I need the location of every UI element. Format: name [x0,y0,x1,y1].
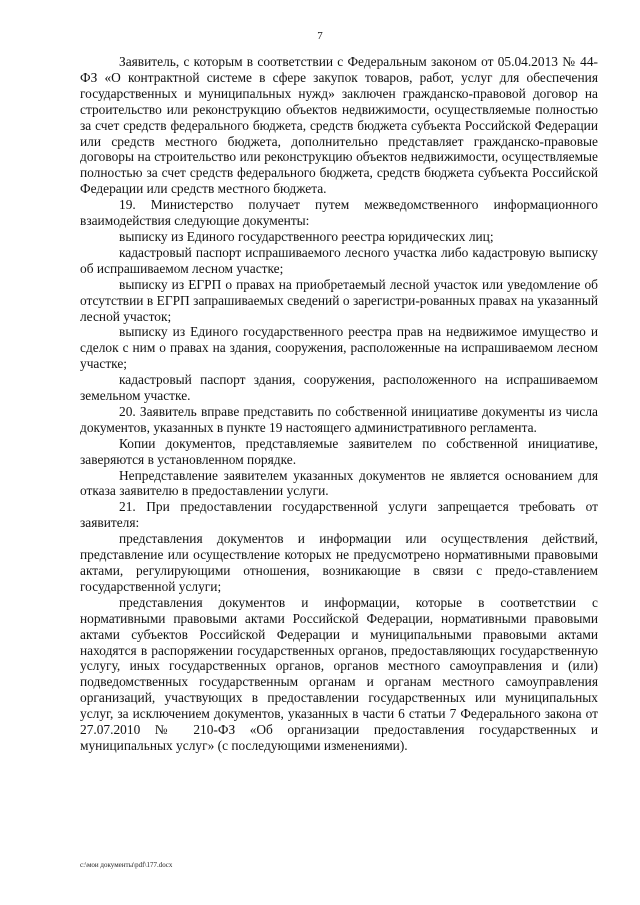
footer-file-path: c:\мои документы\pdf\177.docx [80,861,173,869]
paragraph: выписку из Единого государственного реестра юридических лиц; [119,228,494,244]
paragraph: 19. Министерство получает путем межведомственного информационного взаимодействия следующие документы: [80,197,598,229]
paragraph: Заявитель, с которым в соответствии с Федеральным законом от 05.04.2013 № 44-ФЗ «О контрактной системе в сфере закупок товаров, работ, услуг для обеспечения государственных и муниципальных нужд» заключен гражданско-правовой договор на строительство или реконструкцию объектов недвижимости, осуществляемые полностью за счет средств федерального бюджета, средств бюджета субъекта Российской Федерации или средств местного бюджета, дополнительно представляет гражданско-правовые договоры на строительство или реконструкцию объектов недвижимости, осуществляемые полностью за счет средств федерального бюджета, средств бюджета субъекта Российской Федерации или средств местного бюджета. [80,54,598,197]
paragraph: представления документов и информации, которые в соответствии с нормативными правовыми актами Российской Федерации, нормативными правовыми актами субъектов Российской Федерации и муниципальными правовыми актами находятся в распоряжении государственных органов, предоставляющих государственную услугу, иных государственных органов, органов местного самоуправления и (или) подведомственных государственным органам и органам местного самоуправления организаций, участвующих в предоставлении государственных или муниципальных услуг, за исключением документов, указанных в части 6 статьи 7 Федерального закона от 27.07.2010 № 210-ФЗ «Об организации предоставления государственных и муниципальных услуг» (с последующими изменениями). [80,594,598,753]
paragraph: 20. Заявитель вправе представить по собственной инициативе документы из числа документов, указанных в пункте 19 настоящего административного регламента. [80,403,598,435]
page-number: 7 [317,30,323,42]
paragraph: кадастровый паспорт испрашиваемого лесного участка либо кадастровую выписку об испрашиваемом лесном участке; [80,244,598,276]
paragraph: Непредставление заявителем указанных документов не является основанием для отказа заявителю в предоставлении услуги. [80,467,598,499]
paragraph: 21. При предоставлении государственной услуги запрещается требовать от заявителя: [80,499,598,531]
paragraph: выписку из Единого государственного реестра прав на недвижимое имущество и сделок с ним о правах на здания, сооружения, расположенные на испрашиваемом лесном участке; [80,324,598,372]
document-body [80,54,598,754]
paragraph: Копии документов, представляемые заявителем по собственной инициативе, заверяются в установленном порядке. [80,435,598,467]
paragraph: выписку из ЕГРП о правах на приобретаемый лесной участок или уведомление об отсутствии в ЕГРП запрашиваемых сведений о зарегистри-рованных правах на указанный лесной участок; [80,276,598,324]
paragraph: кадастровый паспорт здания, сооружения, расположенного на испрашиваемом земельном участке. [80,372,598,404]
paragraph: представления документов и информации или осуществления действий, представление или осуществление которых не предусмотрено нормативными правовыми актами, регулирующими отношения, возникающие в связи с предо-ставлением государственной услуги; [80,531,598,594]
